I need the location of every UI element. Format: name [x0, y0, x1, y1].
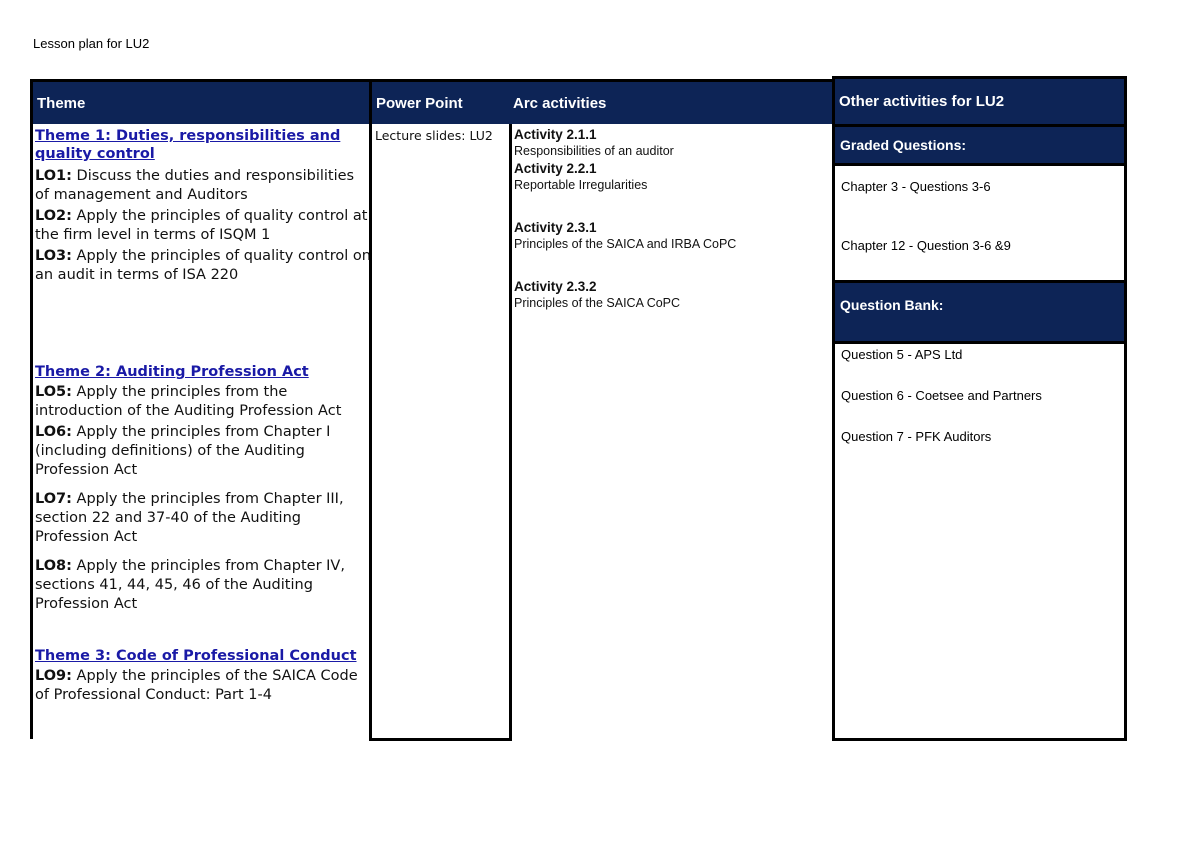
graded-question-item: Chapter 12 - Question 3-6 &9 [841, 238, 1011, 253]
activity-desc: Responsibilities of an auditor [514, 144, 674, 158]
lo8-text: Apply the principles from Chapter IV, sections 41, 44, 45, 46 of the Auditing Profession Act [35, 558, 345, 612]
question-bank-item: Question 5 - APS Ltd [841, 347, 963, 362]
activity-desc: Reportable Irregularities [514, 178, 648, 192]
arc-activities-column [509, 79, 835, 741]
lo2 [35, 207, 371, 245]
lecture-slides-text: Lecture slides: LU2 [375, 128, 493, 143]
other-header: Other activities for LU2 [835, 79, 1124, 124]
lo1 [35, 167, 371, 205]
theme-3-link[interactable]: Theme 3: Code of Professional Conduct [35, 648, 357, 664]
lo5 [35, 383, 371, 421]
theme-2-block [35, 363, 371, 614]
lo7-text: Apply the principles from Chapter III, section 22 and 37-40 of the Auditing Profession Act [35, 491, 344, 545]
graded-questions-header: Graded Questions: [835, 127, 1124, 163]
arc-activity-2 [514, 160, 829, 194]
lo7-code: LO7: [35, 491, 72, 507]
activity-desc: Principles of the SAICA CoPC [514, 296, 681, 310]
arc-activity-list [514, 126, 829, 312]
lo3-code: LO3: [35, 248, 72, 264]
theme-header: Theme [33, 82, 372, 124]
lo3-text: Apply the principles of quality control on an audit in terms of ISA 220 [35, 248, 371, 283]
lo9-text: Apply the principles of the SAICA Code of Professional Conduct: Part 1-4 [35, 668, 358, 703]
lo9 [35, 667, 371, 705]
theme-2-link[interactable]: Theme 2: Auditing Profession Act [35, 364, 309, 380]
theme-column [30, 79, 372, 739]
lo8-code: LO8: [35, 558, 72, 574]
lo3 [35, 247, 371, 285]
lo1-code: LO1: [35, 168, 72, 184]
lo6-code: LO6: [35, 424, 72, 440]
activity-title: Activity 2.3.1 [514, 220, 597, 235]
divider [835, 341, 1124, 344]
divider [835, 163, 1124, 166]
question-bank-header: Question Bank: [835, 283, 1124, 341]
graded-question-item: Chapter 3 - Questions 3-6 [841, 179, 991, 194]
lo9-code: LO9: [35, 668, 72, 684]
arc-activity-3 [514, 219, 829, 253]
lo5-text: Apply the principles from the introduction of the Auditing Profession Act [35, 384, 342, 419]
other-activities-column [832, 76, 1127, 741]
lo8 [35, 557, 371, 614]
power-point-header: Power Point [372, 82, 509, 124]
activity-title: Activity 2.1.1 [514, 127, 597, 142]
arc-activity-1 [514, 126, 829, 160]
activity-title: Activity 2.3.2 [514, 279, 597, 294]
lo2-text: Apply the principles of quality control at the firm level in terms of ISQM 1 [35, 208, 368, 243]
power-point-column [369, 79, 512, 741]
theme-1-link[interactable]: Theme 1: Duties, responsibilities and quality control [35, 128, 341, 162]
lo5-code: LO5: [35, 384, 72, 400]
lo6-text: Apply the principles from Chapter I (including definitions) of the Auditing Profession Act [35, 424, 331, 478]
activity-title: Activity 2.2.1 [514, 161, 597, 176]
lo6 [35, 423, 371, 480]
arc-header: Arc activities [509, 82, 835, 124]
theme-1-block [35, 127, 371, 285]
activity-desc: Principles of the SAICA and IRBA CoPC [514, 237, 737, 251]
question-bank-item: Question 6 - Coetsee and Partners [841, 388, 1042, 403]
lo1-text: Discuss the duties and responsibilities of management and Auditors [35, 168, 355, 203]
question-bank-item: Question 7 - PFK Auditors [841, 429, 992, 444]
document-title: Lesson plan for LU2 [33, 36, 150, 51]
lo7 [35, 490, 371, 547]
lo2-code: LO2: [35, 208, 72, 224]
arc-activity-4 [514, 278, 829, 312]
theme-3-block [35, 647, 371, 705]
